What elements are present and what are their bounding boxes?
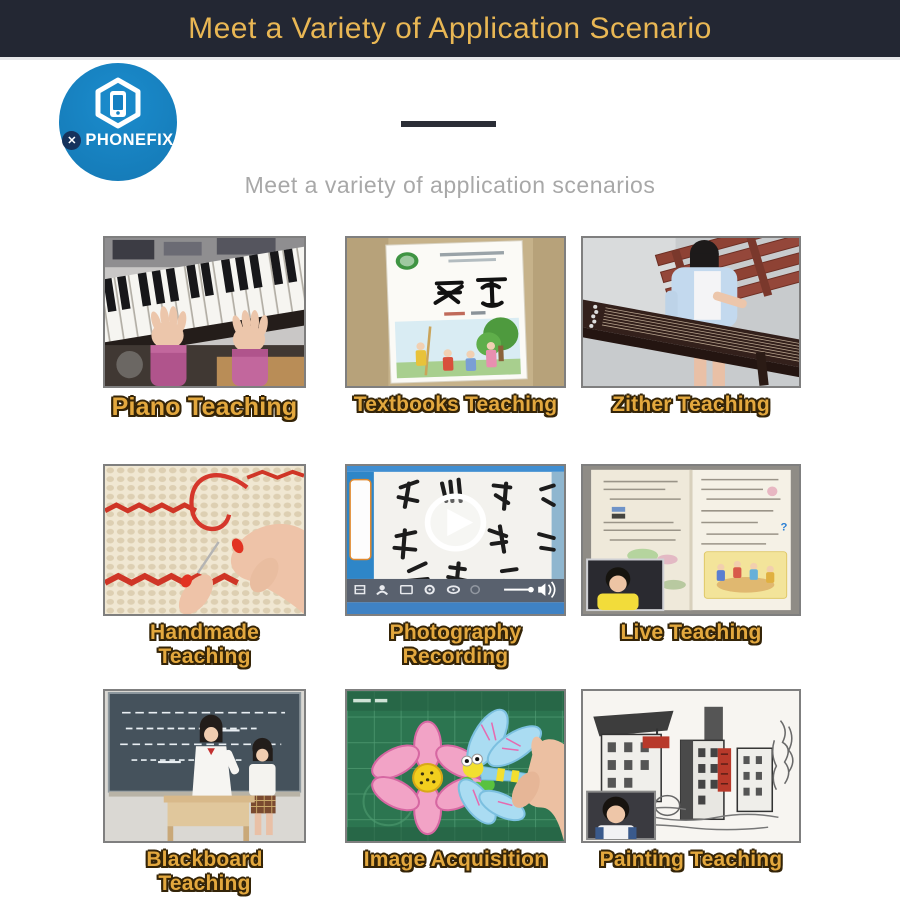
tile-photography-recording (345, 464, 566, 669)
header-underline (0, 57, 900, 60)
question-mark: ? (780, 521, 788, 534)
tile-caption: Zither Teaching (612, 393, 770, 416)
x-badge-icon: ✕ (62, 131, 81, 150)
title-divider (401, 121, 496, 127)
tile-zither-teaching (581, 236, 801, 417)
tile-caption: Blackboard Teaching (146, 848, 263, 895)
tile-caption: Live Teaching (620, 621, 762, 644)
tile-live-teaching (581, 464, 801, 645)
phone (350, 480, 371, 560)
yellow-activity-panel (704, 552, 786, 599)
image-acquisition-image (345, 689, 566, 843)
zither-teaching-image (581, 236, 801, 388)
photography-recording-image (345, 464, 566, 616)
blackboard-scene (105, 691, 304, 841)
play-icon (428, 496, 484, 549)
blackboard-teaching-image (103, 689, 306, 843)
handmade-scene (105, 466, 304, 614)
tile-piano-teaching (103, 236, 306, 422)
page-title: Meet a Variety of Application Scenario (188, 11, 712, 45)
tile-caption: Painting Teaching (599, 848, 783, 871)
piano-teaching-image (103, 236, 306, 388)
handmade-teaching-image (103, 464, 306, 616)
live-teaching-image (581, 464, 801, 616)
phonefix-logo (59, 63, 177, 181)
tile-image-acquisition (345, 689, 566, 872)
tile-textbooks-teaching (345, 236, 566, 417)
tile-painting-teaching (581, 689, 801, 872)
brand-name: PHONEFIX (85, 131, 174, 149)
tile-caption: Photography Recording (389, 621, 522, 668)
left-hand (149, 306, 188, 386)
tile-blackboard-teaching (103, 689, 306, 896)
subtitle: Meet a variety of application scenarios (244, 172, 656, 198)
header-bar (0, 0, 900, 57)
webcam-inset (587, 792, 655, 839)
tile-caption: Image Acquisition (363, 848, 548, 871)
sketch-scene (583, 691, 799, 841)
painting-teaching-image (581, 689, 801, 843)
piano-scene (105, 238, 304, 386)
live-teaching-scene (583, 466, 799, 614)
hex-wrench-phone-icon (92, 77, 144, 129)
tile-caption: Textbooks Teaching (353, 393, 558, 416)
textbooks-teaching-image (345, 236, 566, 388)
webcam-inset (587, 559, 663, 610)
tile-caption: Handmade Teaching (150, 621, 259, 668)
zither-scene (583, 238, 799, 386)
video-player-scene (347, 466, 564, 614)
tile-handmade-teaching (103, 464, 306, 669)
logo-wordmark (62, 131, 173, 150)
textbook-scene (347, 238, 564, 386)
craft-scene (347, 691, 564, 841)
tile-caption: Piano Teaching (111, 393, 298, 421)
video-controls-bar (347, 579, 564, 602)
